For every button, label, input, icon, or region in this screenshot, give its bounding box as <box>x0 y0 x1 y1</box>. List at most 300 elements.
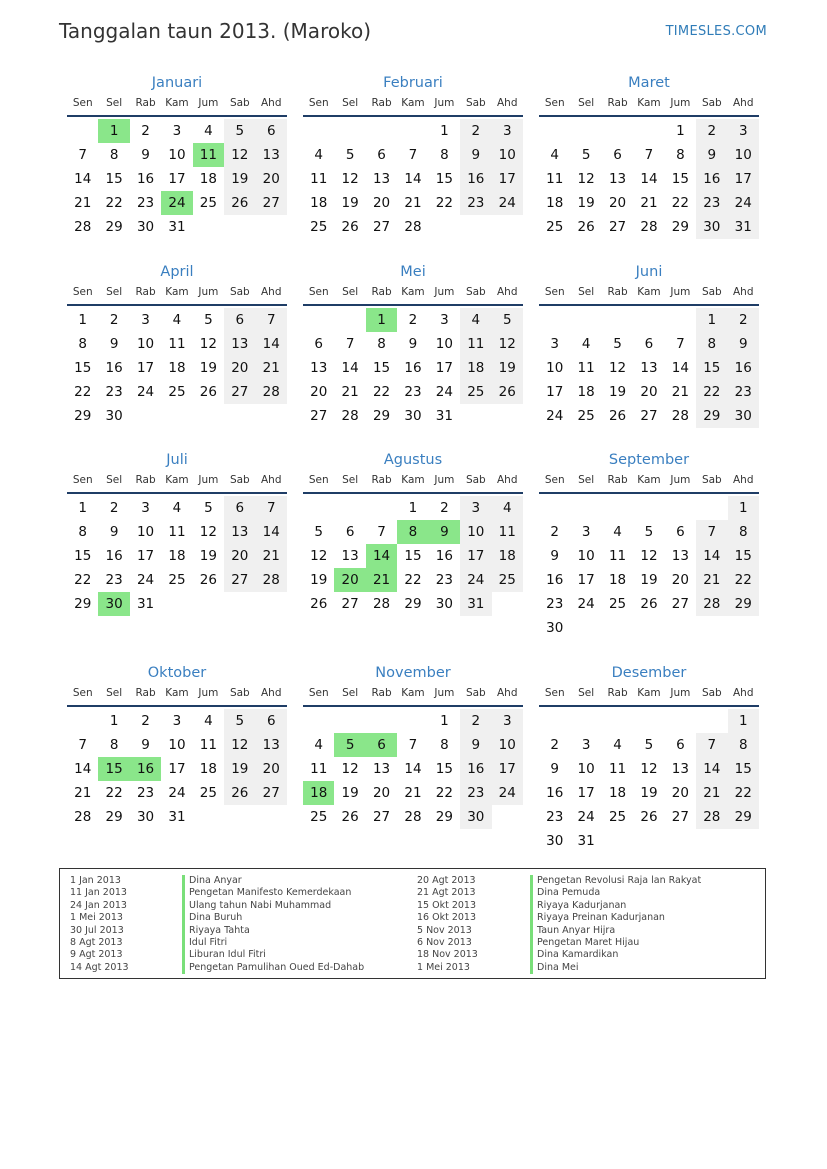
day-cell: 30 <box>696 215 727 239</box>
month-name: Oktober <box>147 665 207 681</box>
day-cell: 12 <box>224 143 255 167</box>
day-cell: 7 <box>676 336 685 352</box>
weekday-label: Ahd <box>732 474 754 486</box>
day-cell: 16 <box>460 167 491 191</box>
day-cell: 29 <box>372 408 391 424</box>
empty-cell <box>539 496 570 520</box>
day-cell: 18 <box>608 572 627 588</box>
empty-cell <box>460 215 491 239</box>
empty-cell <box>570 119 601 143</box>
day-cell: 5 <box>224 709 255 733</box>
weekday-label: Sen <box>308 474 329 486</box>
empty-cell <box>67 709 98 733</box>
day-cell: 2 <box>728 308 759 332</box>
legend-date: 21 Agt 2013 <box>417 887 476 899</box>
day-cell: 18 <box>199 171 217 187</box>
legend-holiday-name: Riyaya Kadurjanan <box>530 900 701 912</box>
day-cell: 16 <box>130 757 161 781</box>
weekday-label: Sel <box>106 687 123 699</box>
day-cell: 30 <box>105 408 123 424</box>
day-cell: 14 <box>696 544 727 568</box>
weekday-label: Sel <box>578 286 595 298</box>
empty-cell <box>633 829 664 853</box>
day-cell: 17 <box>577 572 595 588</box>
day-cell: 28 <box>404 809 422 825</box>
day-cell: 13 <box>256 143 287 167</box>
weekday-label: Kam <box>401 97 425 109</box>
weekday-label: Jum <box>434 286 455 298</box>
day-cell: 23 <box>546 596 564 612</box>
day-cell: 24 <box>492 191 523 215</box>
day-cell: 4 <box>204 123 213 139</box>
day-cell: 5 <box>204 312 213 328</box>
legend-date: 30 Jul 2013 <box>70 924 124 936</box>
day-grid <box>539 308 759 428</box>
weekday-label: Ahd <box>496 286 518 298</box>
day-cell: 1 <box>728 709 759 733</box>
legend-holiday-name: Dina Mei <box>530 962 701 974</box>
weekday-label: Ahd <box>260 286 282 298</box>
day-cell: 5 <box>345 147 355 163</box>
day-cell: 13 <box>310 360 328 376</box>
weekday-label: Sab <box>465 687 486 699</box>
day-cell: 17 <box>728 167 759 191</box>
day-cell: 24 <box>136 572 155 588</box>
month-mei <box>303 262 523 428</box>
legend-date: 6 Nov 2013 <box>417 936 472 948</box>
legend-holiday-name: Dina Buruh <box>182 912 364 924</box>
day-cell: 19 <box>224 757 255 781</box>
month-desember <box>539 663 759 853</box>
day-cell: 19 <box>199 360 217 376</box>
day-cell: 18 <box>546 195 564 211</box>
day-cell: 14 <box>366 544 397 568</box>
day-cell: 29 <box>74 596 92 612</box>
empty-cell <box>429 215 460 239</box>
day-cell: 14 <box>671 360 689 376</box>
empty-cell <box>492 404 523 428</box>
day-cell: 4 <box>613 737 622 753</box>
weekday-label: Sen <box>308 687 329 699</box>
day-cell: 19 <box>199 548 217 564</box>
day-cell: 10 <box>492 733 523 757</box>
weekday-label: Sen <box>544 97 565 109</box>
empty-cell <box>665 829 696 853</box>
day-cell: 8 <box>78 524 87 540</box>
day-cell: 19 <box>577 195 595 211</box>
day-cell: 27 <box>671 809 689 825</box>
weekday-label: Jum <box>670 474 691 486</box>
day-cell: 27 <box>372 219 391 235</box>
day-cell: 15 <box>696 356 727 380</box>
day-cell: 16 <box>105 548 123 564</box>
day-cell: 29 <box>728 805 759 829</box>
day-cell: 24 <box>577 809 595 825</box>
day-cell: 11 <box>310 761 328 777</box>
day-cell: 12 <box>640 548 658 564</box>
day-cell: 31 <box>728 215 759 239</box>
day-cell: 29 <box>696 404 727 428</box>
day-cell: 9 <box>109 336 119 352</box>
day-cell: 9 <box>408 336 418 352</box>
day-cell: 17 <box>577 785 595 801</box>
day-cell: 21 <box>671 384 689 400</box>
weekday-label: Rab <box>371 687 392 699</box>
day-cell: 23 <box>105 572 123 588</box>
legend-date: 1 Mei 2013 <box>70 912 123 924</box>
day-cell: 23 <box>460 781 491 805</box>
weekday-label: Ahd <box>496 687 518 699</box>
legend-holiday-name: Pengetan Manifesto Kemerdekaan <box>182 887 364 899</box>
day-cell: 11 <box>492 520 523 544</box>
empty-cell <box>366 496 397 520</box>
day-cell: 30 <box>546 833 564 849</box>
day-cell: 2 <box>696 119 727 143</box>
day-cell: 14 <box>404 761 422 777</box>
weekday-label: Sen <box>72 286 93 298</box>
day-cell: 11 <box>460 332 491 356</box>
day-cell: 21 <box>74 785 92 801</box>
weekday-label: Kam <box>637 687 661 699</box>
day-cell: 17 <box>492 757 523 781</box>
empty-cell <box>492 592 523 616</box>
weekday-label: Rab <box>371 286 392 298</box>
legend-date-column <box>417 875 478 974</box>
day-cell: 7 <box>256 308 287 332</box>
day-cell: 19 <box>341 195 359 211</box>
weekday-label: Sab <box>465 474 486 486</box>
empty-cell <box>256 404 287 428</box>
day-cell: 24 <box>136 384 155 400</box>
day-cell: 14 <box>74 171 92 187</box>
month-name: Agustus <box>383 452 443 468</box>
day-cell: 13 <box>372 761 391 777</box>
weekday-label: Sab <box>229 474 250 486</box>
day-cell: 18 <box>608 785 627 801</box>
weekday-label: Sen <box>544 687 565 699</box>
day-cell: 14 <box>640 171 658 187</box>
legend-holiday-name: Taun Anyar Hijra <box>530 925 701 937</box>
legend-date: 14 Agt 2013 <box>70 961 129 973</box>
day-cell: 28 <box>640 219 658 235</box>
weekday-label: Sel <box>578 687 595 699</box>
month-name: Februari <box>383 75 443 91</box>
day-cell: 28 <box>671 408 689 424</box>
weekday-header <box>303 685 523 707</box>
empty-cell <box>570 709 601 733</box>
day-cell: 8 <box>109 147 119 163</box>
legend-holiday-name: Liburan Idul Fitri <box>182 949 364 961</box>
day-cell: 16 <box>105 360 123 376</box>
empty-cell <box>303 709 334 733</box>
day-cell: 3 <box>581 737 591 753</box>
weekday-header <box>303 95 523 117</box>
day-cell: 21 <box>640 195 658 211</box>
day-cell: 9 <box>141 147 150 163</box>
holiday-legend <box>59 868 766 979</box>
day-cell: 17 <box>168 171 186 187</box>
weekday-header <box>303 472 523 494</box>
day-cell: 21 <box>404 785 422 801</box>
weekday-label: Sen <box>544 474 565 486</box>
empty-cell <box>602 829 633 853</box>
empty-cell <box>728 829 759 853</box>
day-cell: 19 <box>640 785 658 801</box>
day-cell: 6 <box>613 147 622 163</box>
legend-date: 8 Agt 2013 <box>70 936 123 948</box>
day-cell: 22 <box>105 785 123 801</box>
day-cell: 17 <box>136 548 155 564</box>
weekday-label: Sel <box>342 687 359 699</box>
day-cell: 27 <box>256 191 287 215</box>
day-cell: 29 <box>404 596 422 612</box>
day-cell: 24 <box>577 596 595 612</box>
weekday-label: Sab <box>701 97 722 109</box>
weekday-label: Kam <box>165 97 189 109</box>
day-cell: 25 <box>310 809 328 825</box>
legend-name-column <box>530 875 701 974</box>
day-cell: 20 <box>256 167 287 191</box>
day-cell: 7 <box>696 733 727 757</box>
empty-cell <box>161 404 192 428</box>
day-grid <box>67 308 287 428</box>
day-cell: 1 <box>440 713 449 729</box>
day-cell: 5 <box>314 524 323 540</box>
day-cell: 2 <box>408 312 418 328</box>
weekday-label: Ahd <box>260 687 282 699</box>
day-cell: 5 <box>644 737 654 753</box>
day-grid <box>539 496 759 640</box>
day-cell: 25 <box>199 785 217 801</box>
weekday-header <box>67 284 287 306</box>
day-cell: 15 <box>98 757 129 781</box>
day-cell: 3 <box>581 524 591 540</box>
day-cell: 24 <box>168 785 186 801</box>
day-cell: 1 <box>696 308 727 332</box>
weekday-label: Sel <box>342 286 359 298</box>
day-cell: 28 <box>372 596 391 612</box>
legend-date: 11 Jan 2013 <box>70 887 127 899</box>
day-cell: 16 <box>460 757 491 781</box>
weekday-label: Jum <box>198 97 219 109</box>
day-cell: 9 <box>550 761 559 777</box>
day-cell: 30 <box>404 408 422 424</box>
day-cell: 24 <box>161 191 192 215</box>
day-cell: 18 <box>460 356 491 380</box>
day-cell: 1 <box>408 500 418 516</box>
day-cell: 16 <box>404 360 422 376</box>
empty-cell <box>633 496 664 520</box>
day-cell: 15 <box>74 548 92 564</box>
day-cell: 5 <box>581 147 591 163</box>
day-cell: 11 <box>310 171 328 187</box>
day-cell: 8 <box>728 733 759 757</box>
empty-cell <box>633 119 664 143</box>
day-cell: 1 <box>440 123 449 139</box>
day-cell: 25 <box>577 408 595 424</box>
day-cell: 16 <box>136 171 155 187</box>
month-name: Mei <box>400 264 426 280</box>
day-cell: 29 <box>671 219 689 235</box>
day-cell: 10 <box>460 520 491 544</box>
day-cell: 12 <box>492 332 523 356</box>
day-cell: 7 <box>78 147 87 163</box>
day-cell: 13 <box>224 520 255 544</box>
empty-cell <box>728 616 759 640</box>
month-november <box>303 663 523 829</box>
day-cell: 9 <box>429 520 460 544</box>
day-cell: 5 <box>204 500 213 516</box>
day-cell: 15 <box>105 171 123 187</box>
day-cell: 31 <box>136 596 155 612</box>
day-grid <box>539 119 759 239</box>
day-cell: 9 <box>550 548 559 564</box>
day-cell: 18 <box>168 360 186 376</box>
day-cell: 1 <box>109 713 119 729</box>
day-cell: 28 <box>696 805 727 829</box>
day-cell: 15 <box>74 360 92 376</box>
day-cell: 13 <box>671 761 689 777</box>
weekday-label: Jum <box>670 97 691 109</box>
empty-cell <box>256 592 287 616</box>
weekday-label: Kam <box>165 687 189 699</box>
day-cell: 4 <box>172 500 182 516</box>
day-cell: 26 <box>608 408 627 424</box>
day-cell: 4 <box>172 312 182 328</box>
day-cell: 5 <box>492 308 523 332</box>
empty-cell <box>696 496 727 520</box>
day-cell: 23 <box>460 191 491 215</box>
empty-cell <box>539 709 570 733</box>
day-cell: 14 <box>256 520 287 544</box>
empty-cell <box>193 805 224 829</box>
day-cell: 4 <box>492 496 523 520</box>
day-cell: 23 <box>136 195 155 211</box>
weekday-label: Ahd <box>260 97 282 109</box>
day-cell: 10 <box>435 336 453 352</box>
day-cell: 12 <box>199 524 217 540</box>
day-cell: 18 <box>310 195 328 211</box>
day-cell: 23 <box>728 380 759 404</box>
day-cell: 1 <box>676 123 685 139</box>
day-cell: 11 <box>608 548 627 564</box>
day-cell: 10 <box>577 761 595 777</box>
day-grid <box>67 709 287 829</box>
empty-cell <box>570 308 601 332</box>
legend-date: 16 Okt 2013 <box>417 912 477 924</box>
day-cell: 3 <box>492 119 523 143</box>
empty-cell <box>224 805 255 829</box>
empty-cell <box>696 616 727 640</box>
legend-holiday-name: Dina Kamardikan <box>530 949 701 961</box>
weekday-header <box>539 95 759 117</box>
day-cell: 20 <box>671 572 689 588</box>
day-cell: 9 <box>109 524 119 540</box>
day-cell: 11 <box>193 143 224 167</box>
day-cell: 27 <box>224 380 255 404</box>
day-cell: 18 <box>168 548 186 564</box>
weekday-label: Jum <box>434 687 455 699</box>
day-cell: 14 <box>256 332 287 356</box>
empty-cell <box>602 616 633 640</box>
weekday-label: Sab <box>701 687 722 699</box>
legend-holiday-name: Ulang tahun Nabi Muhammad <box>182 900 364 912</box>
weekday-label: Sel <box>578 474 595 486</box>
day-cell: 10 <box>168 737 186 753</box>
day-cell: 7 <box>256 496 287 520</box>
legend-date: 1 Jan 2013 <box>70 875 121 886</box>
weekday-label: Sen <box>72 474 93 486</box>
day-cell: 24 <box>492 781 523 805</box>
day-cell: 25 <box>546 219 564 235</box>
weekday-header <box>67 95 287 117</box>
day-cell: 23 <box>696 191 727 215</box>
day-cell: 10 <box>136 524 155 540</box>
day-cell: 20 <box>372 785 391 801</box>
day-cell: 3 <box>172 123 182 139</box>
day-grid <box>67 496 287 616</box>
day-cell: 6 <box>224 308 255 332</box>
day-cell: 4 <box>204 713 213 729</box>
day-cell: 5 <box>644 524 654 540</box>
empty-cell <box>334 496 365 520</box>
day-cell: 13 <box>608 171 627 187</box>
day-cell: 14 <box>404 171 422 187</box>
day-cell: 30 <box>136 809 155 825</box>
day-cell: 27 <box>671 596 689 612</box>
weekday-label: Rab <box>607 97 628 109</box>
day-cell: 21 <box>74 195 92 211</box>
day-cell: 25 <box>199 195 217 211</box>
day-cell: 2 <box>109 312 119 328</box>
legend-holiday-name: Idul Fitri <box>182 937 364 949</box>
weekday-label: Sen <box>544 286 565 298</box>
day-cell: 4 <box>613 524 622 540</box>
day-cell: 10 <box>168 147 186 163</box>
day-cell: 25 <box>168 384 186 400</box>
day-cell: 20 <box>224 544 255 568</box>
empty-cell <box>366 119 397 143</box>
day-cell: 20 <box>224 356 255 380</box>
day-cell: 20 <box>334 568 365 592</box>
day-cell: 19 <box>341 785 359 801</box>
weekday-label: Ahd <box>496 97 518 109</box>
day-cell: 1 <box>78 500 87 516</box>
day-cell: 24 <box>546 408 564 424</box>
day-cell: 17 <box>492 167 523 191</box>
day-cell: 4 <box>550 147 559 163</box>
weekday-label: Sab <box>701 286 722 298</box>
day-cell: 5 <box>224 119 255 143</box>
day-cell: 21 <box>366 568 397 592</box>
day-cell: 26 <box>492 380 523 404</box>
day-cell: 12 <box>224 733 255 757</box>
site-link[interactable]: TIMESLES.COM <box>665 24 767 39</box>
weekday-label: Kam <box>401 687 425 699</box>
weekday-label: Ahd <box>496 474 518 486</box>
day-cell: 24 <box>728 191 759 215</box>
weekday-label: Sen <box>308 286 329 298</box>
page-title: Tanggalan taun 2013. (Maroko) <box>59 19 371 43</box>
weekday-label: Sen <box>72 687 93 699</box>
month-februari <box>303 73 523 239</box>
empty-cell <box>492 805 523 829</box>
day-cell: 10 <box>728 143 759 167</box>
day-cell: 22 <box>404 572 422 588</box>
month-name: April <box>160 264 194 280</box>
empty-cell <box>492 215 523 239</box>
day-cell: 6 <box>345 524 355 540</box>
